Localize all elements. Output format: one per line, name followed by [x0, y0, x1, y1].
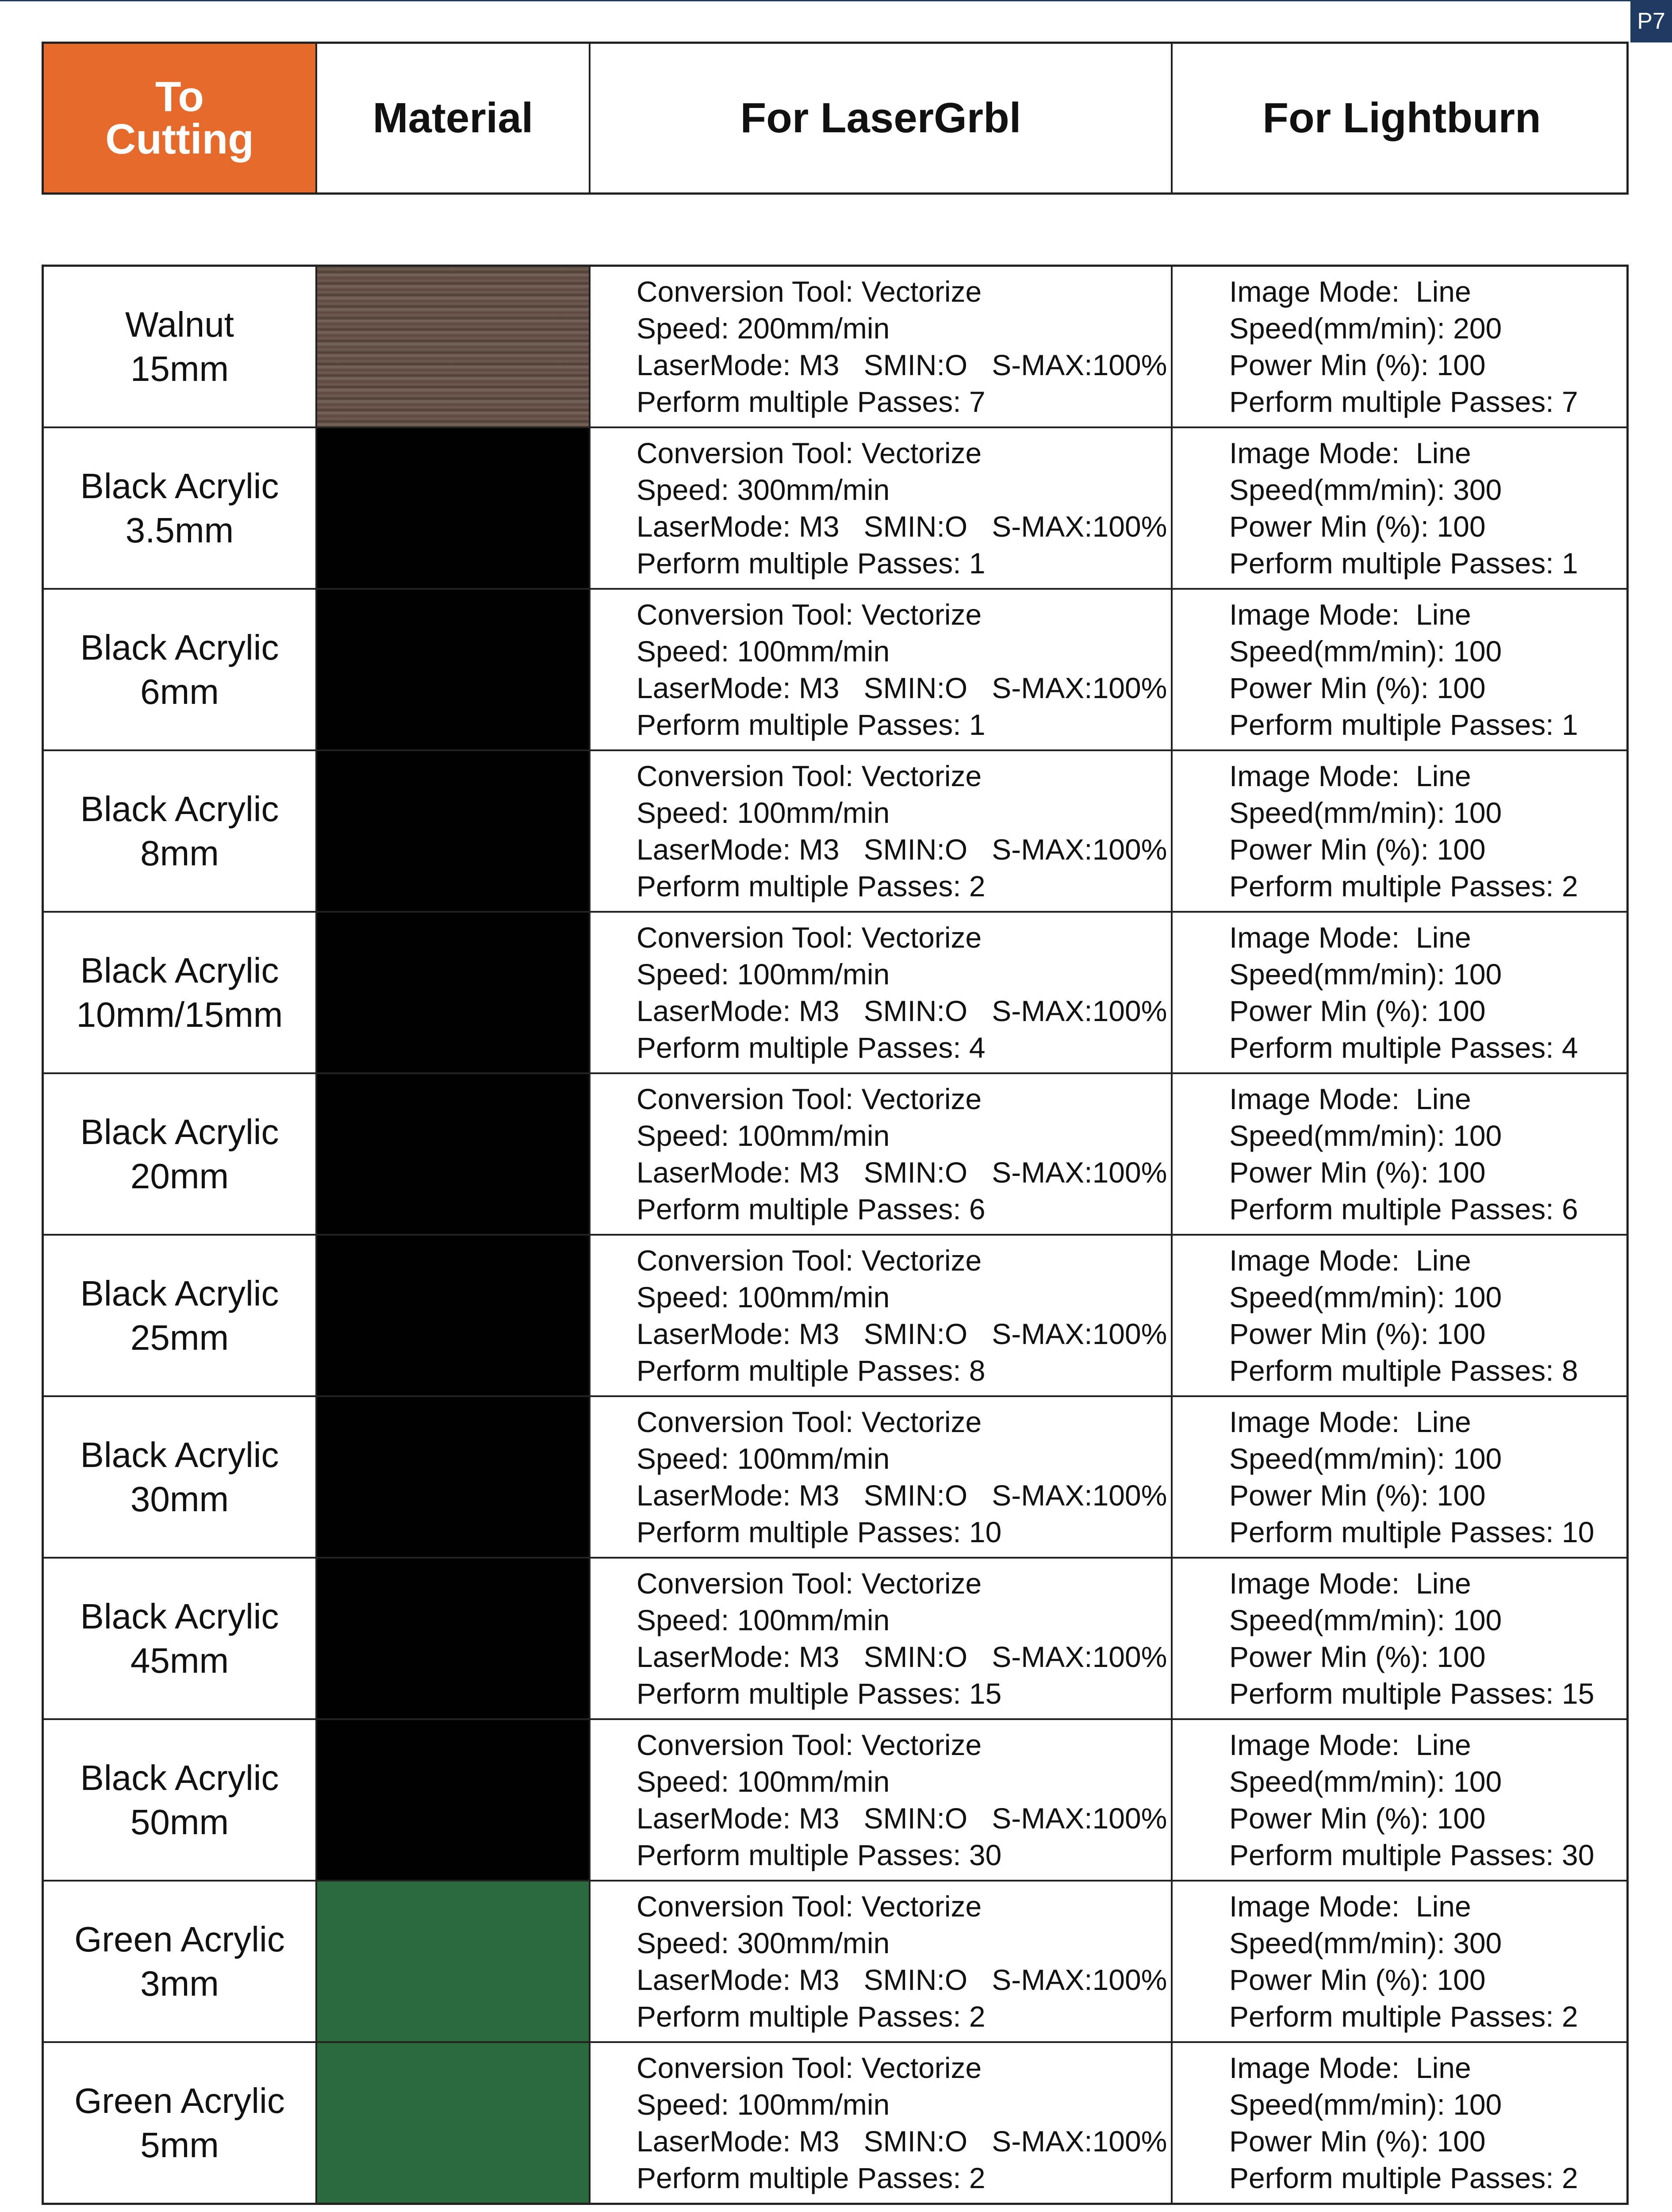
lightburn-setting-line: Perform multiple Passes: 30 — [1229, 1838, 1595, 1871]
material-name: Black Acrylic — [80, 789, 279, 829]
material-swatch — [317, 590, 591, 749]
material-name: Walnut — [125, 304, 234, 344]
page-number-badge: P7 — [1630, 0, 1672, 42]
lightburn-setting-line: Power Min (%): 100 — [1229, 1156, 1486, 1189]
lightburn-setting-line: Image Mode: Line — [1229, 598, 1471, 631]
lightburn-settings — [1173, 913, 1631, 1072]
material-thickness: 30mm — [130, 1479, 229, 1519]
material-name: Black Acrylic — [80, 950, 279, 990]
header-material: Material — [317, 44, 591, 192]
lasergrbl-settings — [591, 751, 1173, 911]
material-thickness: 6mm — [140, 672, 219, 711]
lightburn-setting-line: Image Mode: Line — [1229, 759, 1471, 792]
lightburn-setting-line: Power Min (%): 100 — [1229, 833, 1486, 866]
lasergrbl-settings — [591, 267, 1173, 426]
lasergrbl-setting-line: LaserMode: M3 SMIN:O S-MAX:100% — [637, 1801, 1167, 1835]
table-row — [44, 1074, 1626, 1236]
lasergrbl-setting-line: LaserMode: M3 SMIN:O S-MAX:100% — [637, 833, 1167, 866]
lightburn-settings — [1173, 1074, 1631, 1234]
lightburn-settings — [1173, 267, 1631, 426]
material-name: Black Acrylic — [80, 1112, 279, 1152]
material-thickness: 50mm — [130, 1802, 229, 1842]
lightburn-setting-line: Power Min (%): 100 — [1229, 994, 1486, 1027]
lightburn-setting-line: Image Mode: Line — [1229, 1405, 1471, 1438]
lasergrbl-setting-line: Conversion Tool: Vectorize — [637, 436, 982, 469]
lightburn-setting-line: Perform multiple Passes: 10 — [1229, 1515, 1595, 1548]
material-thickness: 3mm — [140, 1963, 219, 2003]
material-name: Black Acrylic — [80, 1596, 279, 1636]
material-thickness: 15mm — [130, 349, 229, 388]
lasergrbl-setting-line: Perform multiple Passes: 8 — [637, 1354, 986, 1387]
header-lightburn: For Lightburn — [1262, 94, 1541, 142]
lasergrbl-setting-line: Conversion Tool: Vectorize — [637, 1889, 982, 1923]
lasergrbl-setting-line: Speed: 100mm/min — [637, 634, 890, 668]
lasergrbl-setting-line: LaserMode: M3 SMIN:O S-MAX:100% — [637, 1640, 1167, 1673]
material-thickness: 8mm — [140, 833, 219, 873]
material-thickness: 3.5mm — [125, 510, 234, 550]
lasergrbl-setting-line: LaserMode: M3 SMIN:O S-MAX:100% — [637, 510, 1167, 543]
lightburn-settings — [1173, 590, 1631, 749]
material-cell — [44, 1236, 317, 1395]
lasergrbl-settings — [591, 1720, 1173, 1880]
lightburn-settings — [1173, 1236, 1631, 1395]
lightburn-setting-line: Perform multiple Passes: 4 — [1229, 1031, 1578, 1064]
lightburn-setting-line: Speed(mm/min): 100 — [1229, 1119, 1502, 1152]
lightburn-setting-line: Perform multiple Passes: 2 — [1229, 869, 1578, 902]
table-row — [44, 913, 1626, 1074]
lasergrbl-setting-line: Perform multiple Passes: 30 — [637, 1838, 1002, 1871]
material-swatch — [317, 1397, 591, 1557]
material-cell — [44, 751, 317, 911]
lightburn-setting-line: Perform multiple Passes: 7 — [1229, 385, 1578, 418]
settings-table — [42, 265, 1629, 2205]
lightburn-setting-line: Perform multiple Passes: 1 — [1229, 546, 1578, 580]
lightburn-setting-line: Power Min (%): 100 — [1229, 1640, 1486, 1673]
lasergrbl-setting-line: Speed: 100mm/min — [637, 2088, 890, 2121]
material-swatch — [317, 1882, 591, 2041]
material-thickness: 25mm — [130, 1317, 229, 1357]
lasergrbl-setting-line: Perform multiple Passes: 4 — [637, 1031, 986, 1064]
material-swatch — [317, 267, 591, 426]
lasergrbl-setting-line: LaserMode: M3 SMIN:O S-MAX:100% — [637, 1963, 1167, 1996]
lasergrbl-setting-line: Speed: 100mm/min — [637, 1765, 890, 1798]
table-row — [44, 2043, 1626, 2203]
material-cell — [44, 267, 317, 426]
material-swatch — [317, 1559, 591, 1718]
material-thickness: 20mm — [130, 1156, 229, 1196]
material-name: Black Acrylic — [80, 1273, 279, 1313]
lasergrbl-setting-line: Speed: 100mm/min — [637, 957, 890, 991]
lightburn-setting-line: Perform multiple Passes: 2 — [1229, 2161, 1578, 2194]
material-name: Black Acrylic — [80, 466, 279, 506]
material-cell — [44, 1720, 317, 1880]
lasergrbl-setting-line: LaserMode: M3 SMIN:O S-MAX:100% — [637, 671, 1167, 704]
lightburn-setting-line: Image Mode: Line — [1229, 1244, 1471, 1277]
lightburn-setting-line: Speed(mm/min): 300 — [1229, 473, 1502, 506]
lightburn-setting-line: Image Mode: Line — [1229, 1728, 1471, 1761]
lightburn-setting-line: Image Mode: Line — [1229, 1889, 1471, 1923]
table-row — [44, 1397, 1626, 1559]
lasergrbl-setting-line: Conversion Tool: Vectorize — [637, 1567, 982, 1600]
table-row — [44, 428, 1626, 590]
material-swatch — [317, 2043, 591, 2203]
material-thickness: 10mm/15mm — [76, 995, 283, 1034]
lightburn-setting-line: Power Min (%): 100 — [1229, 1479, 1486, 1512]
lasergrbl-setting-line: LaserMode: M3 SMIN:O S-MAX:100% — [637, 1156, 1167, 1189]
material-name: Black Acrylic — [80, 1435, 279, 1475]
lasergrbl-setting-line: LaserMode: M3 SMIN:O S-MAX:100% — [637, 994, 1167, 1027]
header-to-cutting: To Cutting — [44, 44, 317, 192]
top-rule — [0, 0, 1630, 1]
lasergrbl-setting-line: Conversion Tool: Vectorize — [637, 2051, 982, 2084]
lightburn-setting-line: Speed(mm/min): 300 — [1229, 1926, 1502, 1959]
table-row — [44, 751, 1626, 913]
material-cell — [44, 913, 317, 1072]
lightburn-setting-line: Speed(mm/min): 100 — [1229, 957, 1502, 991]
material-cell — [44, 1074, 317, 1234]
material-name: Black Acrylic — [80, 627, 279, 667]
lasergrbl-settings — [591, 1397, 1173, 1557]
material-swatch — [317, 751, 591, 911]
lightburn-setting-line: Perform multiple Passes: 1 — [1229, 708, 1578, 741]
lasergrbl-settings — [591, 1559, 1173, 1718]
lasergrbl-setting-line: LaserMode: M3 SMIN:O S-MAX:100% — [637, 1317, 1167, 1350]
lightburn-setting-line: Image Mode: Line — [1229, 436, 1471, 469]
lasergrbl-setting-line: Perform multiple Passes: 1 — [637, 708, 986, 741]
lightburn-setting-line: Image Mode: Line — [1229, 275, 1471, 308]
lightburn-settings — [1173, 751, 1631, 911]
lasergrbl-setting-line: Conversion Tool: Vectorize — [637, 1405, 982, 1438]
lasergrbl-setting-line: Perform multiple Passes: 6 — [637, 1192, 986, 1225]
lasergrbl-setting-line: Conversion Tool: Vectorize — [637, 921, 982, 954]
lasergrbl-settings — [591, 428, 1173, 588]
lightburn-setting-line: Speed(mm/min): 100 — [1229, 1442, 1502, 1475]
lasergrbl-setting-line: Speed: 100mm/min — [637, 796, 890, 829]
lightburn-setting-line: Perform multiple Passes: 8 — [1229, 1354, 1578, 1387]
lightburn-setting-line: Perform multiple Passes: 15 — [1229, 1677, 1595, 1710]
lightburn-setting-line: Speed(mm/min): 200 — [1229, 311, 1502, 345]
lightburn-setting-line: Speed(mm/min): 100 — [1229, 796, 1502, 829]
lasergrbl-settings — [591, 1882, 1173, 2041]
material-swatch — [317, 913, 591, 1072]
lightburn-setting-line: Speed(mm/min): 100 — [1229, 1765, 1502, 1798]
lasergrbl-setting-line: LaserMode: M3 SMIN:O S-MAX:100% — [637, 2124, 1167, 2158]
lasergrbl-setting-line: Speed: 100mm/min — [637, 1442, 890, 1475]
lasergrbl-setting-line: Perform multiple Passes: 15 — [637, 1677, 1002, 1710]
material-cell — [44, 1882, 317, 2041]
lightburn-setting-line: Image Mode: Line — [1229, 1082, 1471, 1115]
lasergrbl-setting-line: Perform multiple Passes: 7 — [637, 385, 986, 418]
lightburn-setting-line: Power Min (%): 100 — [1229, 671, 1486, 704]
lightburn-settings — [1173, 1720, 1631, 1880]
lightburn-setting-line: Perform multiple Passes: 6 — [1229, 1192, 1578, 1225]
lightburn-setting-line: Speed(mm/min): 100 — [1229, 1603, 1502, 1636]
lightburn-settings — [1173, 2043, 1631, 2203]
lasergrbl-settings — [591, 2043, 1173, 2203]
lightburn-settings — [1173, 428, 1631, 588]
material-swatch — [317, 1074, 591, 1234]
lasergrbl-settings — [591, 1236, 1173, 1395]
material-cell — [44, 590, 317, 749]
lasergrbl-setting-line: Speed: 300mm/min — [637, 473, 890, 506]
table-row — [44, 1559, 1626, 1720]
lightburn-settings — [1173, 1397, 1631, 1557]
lasergrbl-setting-line: Speed: 300mm/min — [637, 1926, 890, 1959]
material-swatch — [317, 428, 591, 588]
table-row — [44, 590, 1626, 751]
lasergrbl-setting-line: Speed: 100mm/min — [637, 1119, 890, 1152]
lasergrbl-settings — [591, 1074, 1173, 1234]
table-header — [42, 42, 1629, 195]
lightburn-settings — [1173, 1559, 1631, 1718]
table-row — [44, 1720, 1626, 1882]
table-row — [44, 1236, 1626, 1397]
material-name: Black Acrylic — [80, 1758, 279, 1797]
material-cell — [44, 428, 317, 588]
lasergrbl-setting-line: LaserMode: M3 SMIN:O S-MAX:100% — [637, 1479, 1167, 1512]
lasergrbl-setting-line: Conversion Tool: Vectorize — [637, 1728, 982, 1761]
material-swatch — [317, 1236, 591, 1395]
lightburn-setting-line: Image Mode: Line — [1229, 921, 1471, 954]
material-thickness: 45mm — [130, 1640, 229, 1680]
lightburn-setting-line: Power Min (%): 100 — [1229, 1317, 1486, 1350]
lightburn-setting-line: Power Min (%): 100 — [1229, 348, 1486, 381]
lasergrbl-setting-line: Perform multiple Passes: 2 — [637, 2161, 986, 2194]
lasergrbl-setting-line: Conversion Tool: Vectorize — [637, 275, 982, 308]
material-swatch — [317, 1720, 591, 1880]
material-name: Green Acrylic — [74, 2081, 285, 2120]
lasergrbl-setting-line: Perform multiple Passes: 2 — [637, 2000, 986, 2033]
material-cell — [44, 1559, 317, 1718]
lightburn-setting-line: Image Mode: Line — [1229, 1567, 1471, 1600]
lightburn-setting-line: Image Mode: Line — [1229, 2051, 1471, 2084]
table-row — [44, 267, 1626, 428]
lightburn-setting-line: Power Min (%): 100 — [1229, 510, 1486, 543]
lasergrbl-setting-line: Perform multiple Passes: 1 — [637, 546, 986, 580]
lightburn-setting-line: Perform multiple Passes: 2 — [1229, 2000, 1578, 2033]
material-name: Green Acrylic — [74, 1919, 285, 1959]
lightburn-setting-line: Speed(mm/min): 100 — [1229, 634, 1502, 668]
lasergrbl-setting-line: Conversion Tool: Vectorize — [637, 1082, 982, 1115]
lightburn-setting-line: Speed(mm/min): 100 — [1229, 2088, 1502, 2121]
lasergrbl-setting-line: Perform multiple Passes: 10 — [637, 1515, 1002, 1548]
lasergrbl-setting-line: LaserMode: M3 SMIN:O S-MAX:100% — [637, 348, 1167, 381]
lightburn-setting-line: Power Min (%): 100 — [1229, 2124, 1486, 2158]
lasergrbl-setting-line: Conversion Tool: Vectorize — [637, 1244, 982, 1277]
lightburn-setting-line: Power Min (%): 100 — [1229, 1963, 1486, 1996]
lightburn-setting-line: Power Min (%): 100 — [1229, 1801, 1486, 1835]
lasergrbl-setting-line: Perform multiple Passes: 2 — [637, 869, 986, 902]
table-row — [44, 1882, 1626, 2043]
lasergrbl-settings — [591, 913, 1173, 1072]
material-thickness: 5mm — [140, 2125, 219, 2165]
lasergrbl-settings — [591, 590, 1173, 749]
lasergrbl-setting-line: Conversion Tool: Vectorize — [637, 598, 982, 631]
lightburn-setting-line: Speed(mm/min): 100 — [1229, 1280, 1502, 1313]
lasergrbl-setting-line: Speed: 200mm/min — [637, 311, 890, 345]
lasergrbl-setting-line: Speed: 100mm/min — [637, 1603, 890, 1636]
lasergrbl-setting-line: Conversion Tool: Vectorize — [637, 759, 982, 792]
lightburn-settings — [1173, 1882, 1631, 2041]
material-cell — [44, 2043, 317, 2203]
material-cell — [44, 1397, 317, 1557]
lasergrbl-setting-line: Speed: 100mm/min — [637, 1280, 890, 1313]
header-lasergrbl: For LaserGrbl — [591, 44, 1173, 192]
